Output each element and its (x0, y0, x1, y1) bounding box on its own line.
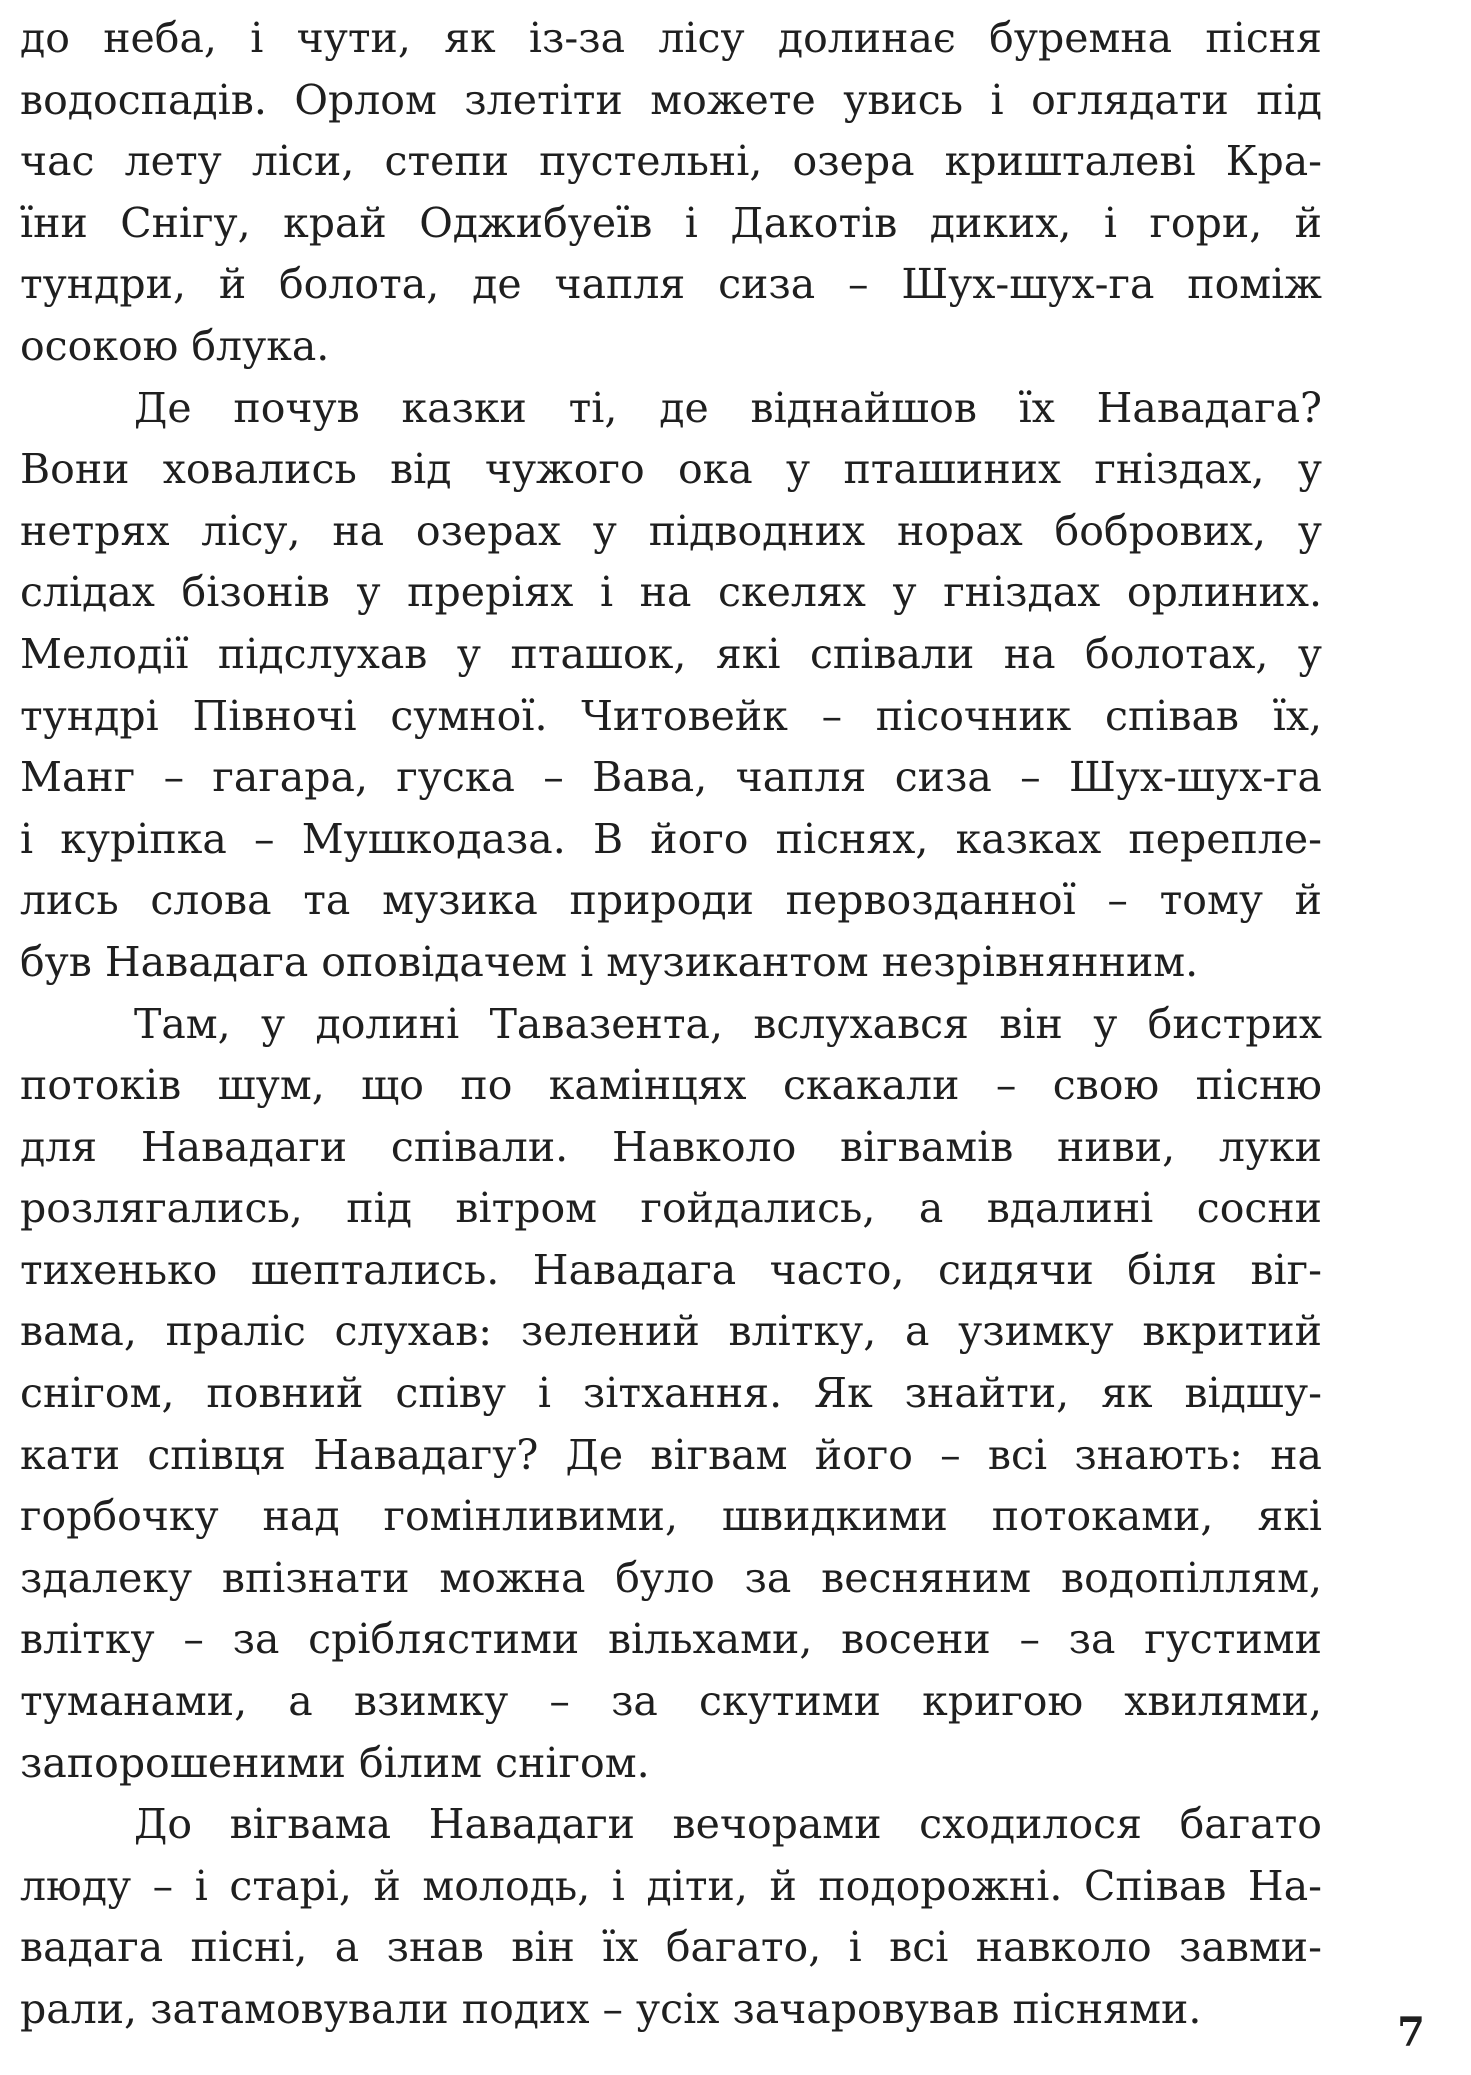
text-line: влітку – за сріблястими вільхами, восени – за густими (20, 1615, 1322, 1664)
text-line: здалеку впізнати можна було за весняним водопіллям, (20, 1553, 1322, 1602)
text-line: до неба, і чути, як із-за лісу долинає буремна пісня (20, 14, 1322, 62)
text-line: для Навадаги співали. Навколо вігвамів ниви, луки (20, 1122, 1322, 1171)
text-line: вадага пісні, а знав він їх багато, і всі навколо завми- (20, 1923, 1322, 1972)
text-line: запорошеними білим снігом. (20, 1738, 650, 1787)
text-line: слідах бізонів у преріях і на скелях у гніздах орлиних. (20, 568, 1322, 617)
text-line: туманами, а взимку – за скутими кригою хвилями, (20, 1677, 1322, 1726)
paragraph (20, 1794, 1322, 2040)
page-number: 7 (1397, 2009, 1425, 2056)
paragraph (20, 378, 1322, 994)
text-line: водоспадів. Орлом злетіти можете увись і оглядати під (20, 75, 1322, 124)
text-line: кати співця Навадагу? Де вігвам його – всі знають: на (20, 1430, 1322, 1479)
text-line: Вони ховались від чужого ока у пташиних гніздах, у (20, 445, 1322, 494)
text-line: До вігвама Навадаги вечорами сходилося багато (134, 1800, 1322, 1849)
text-line: горбочку над гомінливими, швидкими потоками, які (20, 1492, 1322, 1541)
text-line: і куріпка – Мушкодаза. В його піснях, казках перепле- (20, 814, 1322, 863)
text-line: осокою блука. (20, 321, 330, 370)
text-line: час лету ліси, степи пустельні, озера кришталеві Кра- (20, 137, 1322, 186)
text-line: потоків шум, що по камінцях скакали – свою пісню (20, 1061, 1322, 1110)
text-line: Мелодії підслухав у пташок, які співали на болотах, у (20, 629, 1322, 678)
text-line: вама, праліс слухав: зелений влітку, а узимку вкритий (20, 1307, 1322, 1356)
text-line: рали, затамовували подих – усіх зачаровував піснями. (20, 1985, 1202, 2033)
text-line: лись слова та музика природи первозданної – тому й (20, 876, 1322, 925)
text-line: тундри, й болота, де чапля сиза – Шух-шух-га поміж (20, 260, 1322, 309)
text-line: снігом, повний співу і зітхання. Як знайти, як відшу- (20, 1369, 1322, 1418)
page-body (20, 8, 1322, 2033)
text-line: тундрі Півночі сумної. Читовейк – пісочник співав їх, (20, 691, 1322, 740)
text-line: нетрях лісу, на озерах у підводних норах бобрових, у (20, 506, 1322, 555)
text-line: Манг – гагара, гуска – Вава, чапля сиза – Шух-шух-га (20, 753, 1322, 802)
text-line: був Навадага оповідачем і музикантом незрівнянним. (20, 937, 1199, 986)
paragraph (20, 994, 1322, 1795)
text-line: їни Снігу, край Оджибуеїв і Дакотів диких, і гори, й (20, 198, 1322, 247)
paragraph (20, 8, 1322, 378)
text-line: Там, у долині Тавазента, вслухався він у бистрих (134, 999, 1322, 1048)
text-line: тихенько шептались. Навадага часто, сидячи біля віг- (20, 1245, 1322, 1294)
text-line: Де почув казки ті, де віднайшов їх Навадага? (134, 383, 1322, 432)
text-line: розлягались, під вітром гойдались, а вдалині сосни (20, 1184, 1322, 1233)
text-line: люду – і старі, й молодь, і діти, й подорожні. Співав На- (20, 1861, 1322, 1910)
